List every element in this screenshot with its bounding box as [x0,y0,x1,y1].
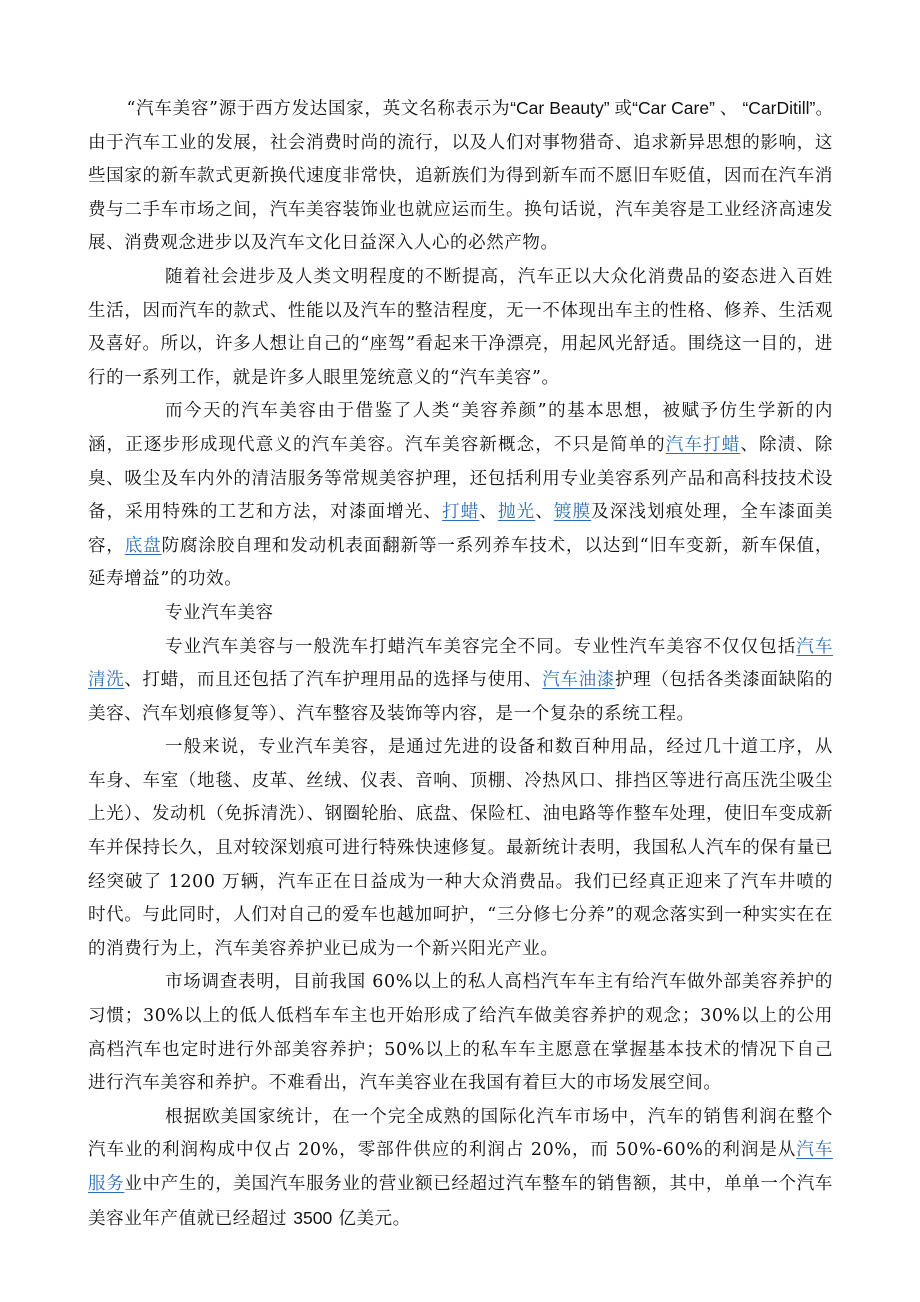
text-segment: 由于汽车工业的发展，社会消费时尚的流行，以及人们对事物猎奇、追求新异思想的影响，这些国家的新车款式更新换代速度非常快，追新族们为得到新车而不愿旧车贬值，因而在汽车消费与二手车市场之间，汽车美容装饰业也就应运而生。换句话说，汽车美容是工业经济高速发展、消费观念进步以及汽车文化日益深入人心的必然产物。 [88,132,833,254]
english-names: “Car Beauty” 或“Car Care” 、 “CarDitill”。 [510,98,834,118]
text-segment: 、 [479,502,499,523]
text-segment: 根据欧美国家统计，在一个完全成熟的国际化汽车市场中，汽车的销售利润在整个汽车业的利润构成中仅占 20%，零部件供应的利润占 20%，而 50%-60%的利润是从 [88,1106,833,1161]
link-car-paint[interactable]: 汽车油漆 [542,670,615,691]
text-segment: 专业汽车美容与一般洗车打蜡汽车美容完全不同。专业性汽车美容不仅仅包括 [165,636,797,657]
paragraph-market-survey: 市场调查表明，目前我国 60%以上的私人高档汽车车主有给汽车做外部美容养护的习惯；30%以上的低人低档车车主也开始形成了给汽车做美容养护的观念；30%以上的公用高档汽车也定时进行外部美容养护；50%以上的私车车主愿意在掌握基本技术的情况下自己进行汽车美容和养护。不难看出，汽车美容业在我国有着巨大的市场发展空间。 [88,972,833,1094]
text-segment: “汽车美容”源于西方发达国家，英文名称表示为 [126,99,511,119]
text-segment: 、 [535,502,554,523]
text-segment: 护理（包括各类漆面缺陷的美容、汽车划痕修复等）、汽车整容及装饰等内容，是一个复杂的系统工程。 [88,670,833,724]
paragraph-general: 一般来说，专业汽车美容，是通过先进的设备和数百种用品，经过几十道工序，从车身、车室（地毯、皮革、丝绒、仪表、音响、顶棚、冷热风口、排挡区等进行高压洗尘吸尘上光）、发动机（免拆清洗）、钢圈轮胎、底盘、保险杠、油电路等作整车处理，使旧车变成新车并保持长久，且对较深划痕可进行特殊快速修复。最新统计表明，我国私人汽车的保有量已经突破了 1200 万辆，汽车正在日益成为一种大众消费品。我们已经真正迎来了汽车井喷的时代。与此同时，人们对自己的爱车也越加呵护，“三分修七分养”的观念落实到一种实实在在的消费行为上，汽车美容养护业已成为一个新兴阳光产业。 [88,737,833,959]
text-segment: 而今天的汽车美容由于借鉴了人类“美容养颜”的基本思想，被赋予仿生学新的内涵，正逐步形成现代意义的汽车美容。汽车美容新概念，不只是简单的 [88,401,833,455]
link-waxing[interactable]: 打蜡 [442,502,480,523]
link-chassis[interactable]: 底盘 [124,535,162,556]
link-car-waxing[interactable]: 汽车打蜡 [665,434,741,455]
paragraph-statistics [88,1101,833,1236]
paragraph-professional [88,631,833,732]
text-segment: 业中产生的，美国汽车服务业的营业额已经超过汽车整车的销售额，其中，单单一个汽车美容业年产值就已经超过 [88,1174,834,1229]
link-car-service[interactable]: 汽车服务 [88,1140,833,1194]
text-segment: 防腐涂胶自理和发动机表面翻新等一系列养车技术，以达到“旧车变新，新车保值，延寿增益”的功效。 [88,535,833,590]
paragraph-origin [88,92,833,261]
text-segment: 、打蜡，而且还包括了汽车护理用品的选择与使用、 [124,670,543,691]
annual-value: 3500 [293,1207,333,1228]
link-polishing[interactable]: 抛光 [498,502,536,523]
text-segment: 亿美元。 [332,1208,411,1229]
section-heading: 专业汽车美容 [165,602,274,623]
paragraph-modern-concept [88,395,833,597]
document-body [88,92,833,1236]
text-segment: 、除渍、除臭、吸尘及车内外的清洁服务等常规美容护理，还包括利用专业美容系列产品和高科技技术设备，采用特殊的工艺和方法，对漆面增光、 [88,434,833,523]
link-coating[interactable]: 镀膜 [553,502,592,523]
text-segment: 及深浅划痕处理，全车漆面美容， [88,502,833,556]
link-car-washing[interactable]: 汽车清洗 [88,636,833,691]
paragraph-social-progress: 随着社会进步及人类文明程度的不断提高，汽车正以大众化消费品的姿态进入百姓生活，因而汽车的款式、性能以及汽车的整洁程度，无一不体现出车主的性格、修养、生活观及喜好。所以，许多人想让自己的“座驾”看起来干净漂亮，用起风光舒适。围绕这一目的，进行的一系列工作，就是许多人眼里笼统意义的“汽车美容”。 [88,266,833,388]
